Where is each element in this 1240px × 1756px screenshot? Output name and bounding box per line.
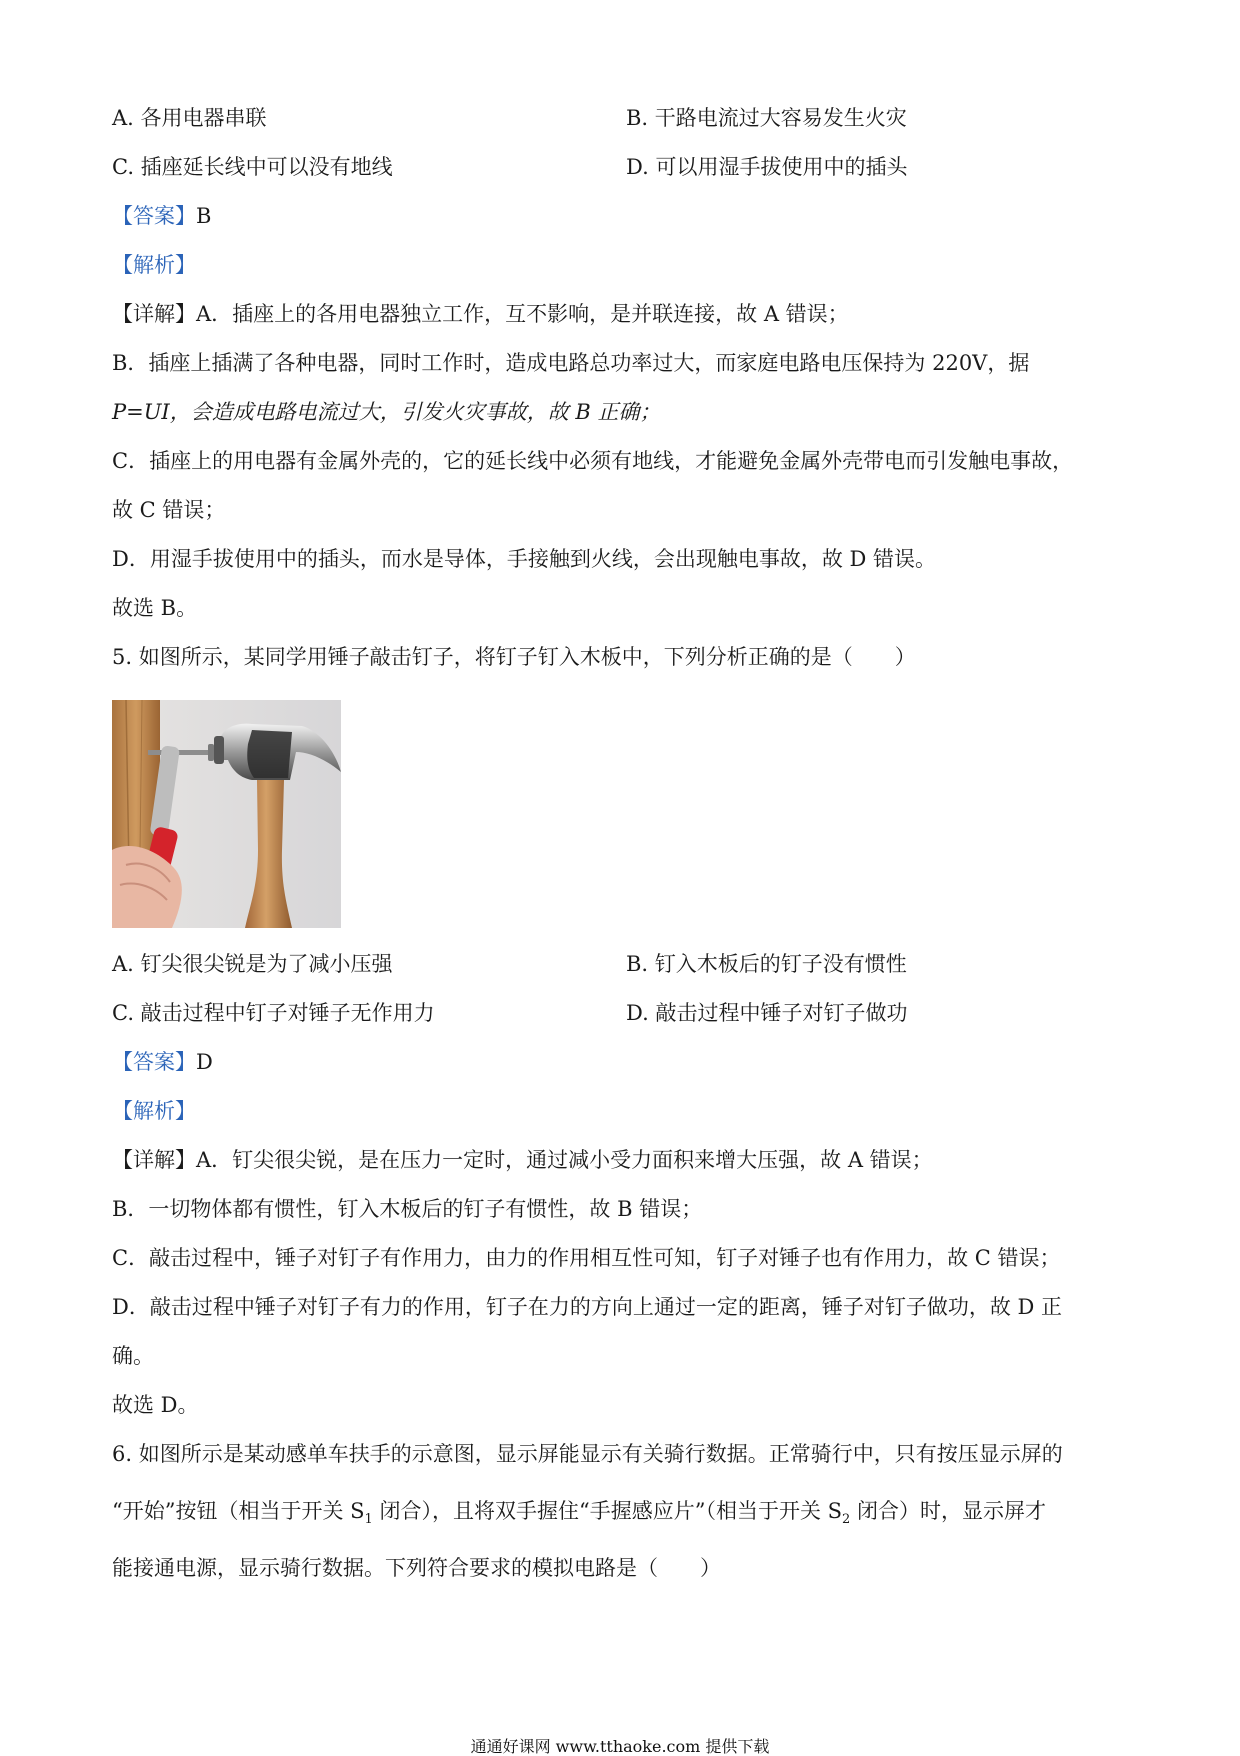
q4-option-d: D. 可以用湿手拔使用中的插头 bbox=[626, 155, 908, 179]
q5-option-a: A. 钉尖很尖锐是为了减小压强 bbox=[112, 952, 393, 976]
q4-detail-line: C．插座上的用电器有金属外壳的，它的延长线中必须有地线，才能避免金属外壳带电而引发触电事故， bbox=[112, 449, 1074, 473]
q4-detail-line: B．插座上插满了各种电器，同时工作时，造成电路总功率过大，而家庭电路电压保持为 220V，据 bbox=[112, 351, 1030, 375]
q5-detail-line: 故选 D。 bbox=[112, 1393, 199, 1417]
q4-option-a: A. 各用电器串联 bbox=[112, 106, 267, 130]
q4-detail-line: 故 C 错误； bbox=[112, 498, 226, 522]
q4-answer-tag: 【答案】 bbox=[112, 204, 196, 228]
q5-detail-line: 【详解】A．钉尖很尖锐，是在压力一定时，通过减小受力面积来增大压强，故 A 错误； bbox=[112, 1148, 933, 1172]
q5-question: 5. 如图所示，某同学用锤子敲击钉子，将钉子钉入木板中，下列分析正确的是（ ） bbox=[112, 645, 916, 669]
q5-detail-line: B．一切物体都有惯性，钉入木板后的钉子有惯性，故 B 错误； bbox=[112, 1197, 703, 1221]
q5-option-b: B. 钉入木板后的钉子没有惯性 bbox=[626, 952, 907, 976]
q5-detail-line: 确。 bbox=[112, 1344, 154, 1368]
q4-option-c: C. 插座延长线中可以没有地线 bbox=[112, 155, 393, 179]
q5-detail-line: D．敲击过程中锤子对钉子有力的作用，钉子在力的方向上通过一定的距离，锤子对钉子做功，故 D 正 bbox=[112, 1295, 1063, 1319]
q4-analysis-tag: 【解析】 bbox=[112, 253, 196, 277]
q4-detail-line: 【详解】A．插座上的各用电器独立工作，互不影响，是并联连接，故 A 错误； bbox=[112, 302, 849, 326]
q6-text-part: “开始”按钮（相当于开关 S bbox=[112, 1499, 365, 1523]
q4-option-b: B. 干路电流过大容易发生火灾 bbox=[626, 106, 907, 130]
q5-answer-tag: 【答案】 bbox=[112, 1050, 196, 1074]
q5-option-c: C. 敲击过程中钉子对锤子无作用力 bbox=[112, 1001, 435, 1025]
q6-subscript: 2 bbox=[842, 1512, 851, 1528]
q6-text-part: 闭合）时，显示屏才 bbox=[850, 1499, 1047, 1523]
q6-question-line-2 bbox=[112, 1497, 1046, 1534]
q6-subscript: 1 bbox=[364, 1512, 373, 1528]
q4-answer-value: B bbox=[196, 204, 212, 228]
q5-answer bbox=[112, 1048, 213, 1076]
q5-answer-value: D bbox=[196, 1050, 213, 1074]
page-footer: 通通好课网 www.tthaoke.com 提供下载 bbox=[470, 1737, 770, 1756]
q4-answer bbox=[112, 202, 211, 230]
q5-option-d: D. 敲击过程中锤子对钉子做功 bbox=[626, 1001, 908, 1025]
q6-question-line-1: 6. 如图所示是某动感单车扶手的示意图，显示屏能显示有关骑行数据。正常骑行中，只有按压显示屏的 bbox=[112, 1442, 1063, 1466]
q4-detail-line: 故选 B。 bbox=[112, 596, 198, 620]
q4-detail-line: P=UI，会造成电路电流过大，引发火灾事故，故 B 正确； bbox=[112, 400, 661, 424]
q5-detail-line: C．敲击过程中，锤子对钉子有作用力，由力的作用相互性可知，钉子对锤子也有作用力，故 C 错误； bbox=[112, 1246, 1061, 1270]
hammer-nail-photo bbox=[112, 700, 341, 928]
q6-question-line-3: 能接通电源，显示骑行数据。下列符合要求的模拟电路是（ ） bbox=[112, 1556, 721, 1580]
q5-analysis-tag: 【解析】 bbox=[112, 1099, 196, 1123]
q4-detail-line: D．用湿手拔使用中的插头，而水是导体，手接触到火线，会出现触电事故，故 D 错误。 bbox=[112, 547, 937, 571]
q6-text-part: 闭合），且将双手握住“手握感应片”（相当于开关 S bbox=[372, 1499, 843, 1523]
